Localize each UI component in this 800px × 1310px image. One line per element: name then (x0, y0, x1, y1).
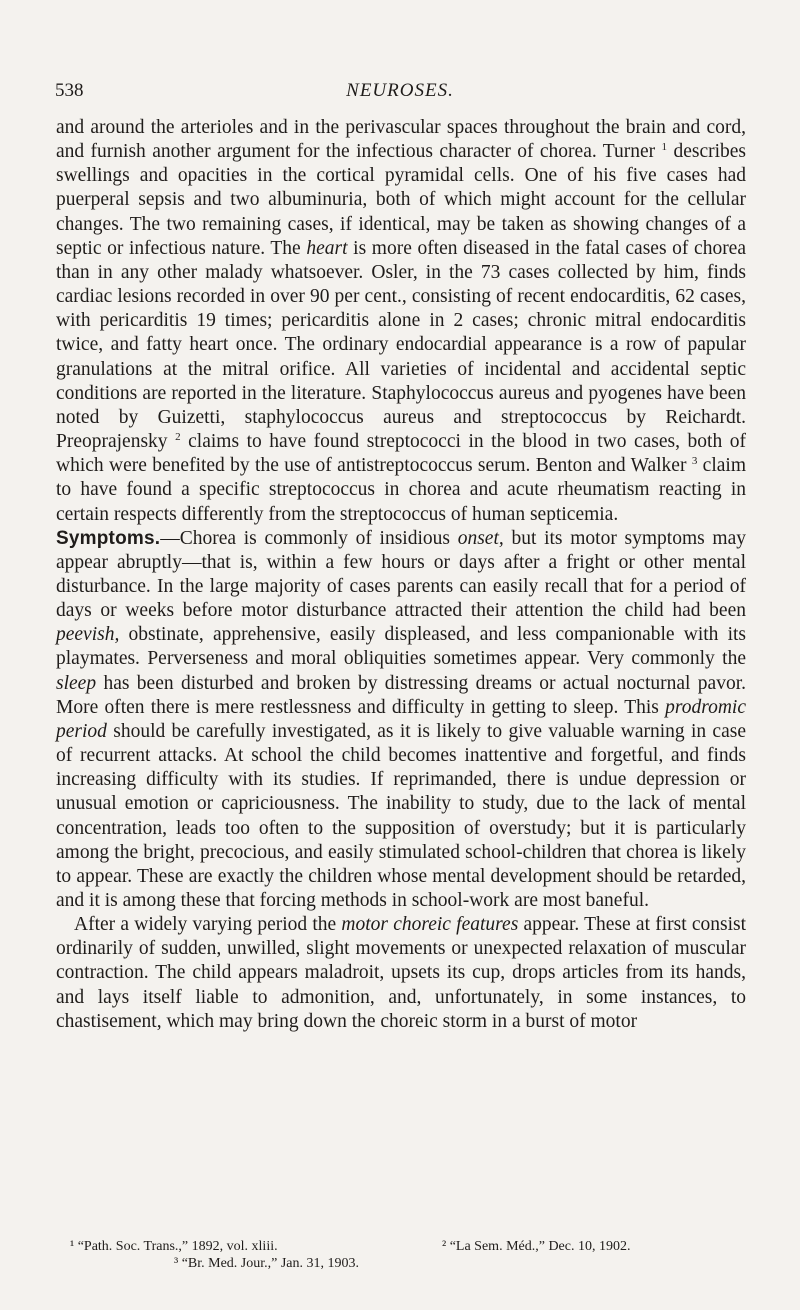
footnote-3: ³ “Br. Med. Jour.,” Jan. 31, 1903. (174, 1256, 360, 1271)
body-text (56, 116, 746, 1034)
emphasis-prodromic-period: prodromic period (56, 696, 746, 742)
emphasis-motor-choreic-features: motor choreic features (341, 914, 519, 936)
emphasis-heart: heart (306, 237, 348, 259)
footnote-ref-1: 1 (661, 141, 668, 154)
footnote-ref-2: 2 (175, 431, 181, 444)
footnote-2: ² “La Sem. Méd.,” Dec. 10, 1902. (442, 1239, 631, 1254)
paragraph-1: and around the arterioles and in the perivascular spaces throughout the brain and cord, and furnish another argument for the infectious character of chorea. Turner $^1$ describes swellings and opacities in the cortical pyramidal cells. One of his five cases had puerperal sepsis and two albuminuria, both of which might account for the cellular changes. The two remaining cases, if identical, may be taken as showing changes of a septic or infectious nature. The heart is more often diseased in the fatal cases of chorea than in any other malady whatsoever. Osler, in the 73 cases collected by him, finds cardiac lesions recorded in over 90 per cent., consisting of recent endocarditis, 62 cases, with pericarditis 19 times; pericarditis alone in 2 cases; chronic mitral endocarditis twice, and fatty heart once. The ordinary endocardial appearance is a row of papular granulations at the mitral orifice. All varieties of incidental and accidental septic conditions are reported in the literature. Staphylococcus aureus and pyogenes have been noted by Guizetti, staphylococcus aureus and streptococcus by Reichardt. Preoprajensky $^2$ claims to have found streptococci in the blood in two cases, both of which were benefited by the use of antistreptococcus serum. Benton and Walker $^3$ claim to have found a specific streptococcus in chorea and acute rheumatism reacting in certain respects differently from the streptococcus of human septicemia. (56, 117, 747, 525)
paragraph-2: Symptoms.—Chorea is commonly of insidious onset, but its motor symptoms may appear abruptly—that is, within a few hours or days after a fright or other mental disturbance. In the large majority of cases parents can easily recall that for a period of days or weeks before motor disturbance attracted their attention the child had been peevish, obstinate, apprehensive, easily displeased, and less companionable with its playmates. Perverseness and moral obliquities sometimes appear. Very commonly the sleep has been disturbed and broken by distressing dreams or actual nocturnal pavor. More often there is mere restlessness and difficulty in getting to sleep. This prodromic period should be carefully investigated, as it is likely to give valuable warning in case of recurrent attacks. At school the child becomes inattentive and forgetful, and finds increasing difficulty with its studies. If reprimanded, there is undue depression or unusual emotion or capriciousness. The inability to study, due to the lack of mental concentration, leads too often to the supposition of overstudy; but it is particularly among the bright, precocious, and easily stimulated school-children that chorea is likely to appear. These are exactly the children whose mental development should be retarded, and it is among these that forcing methods in school-work are most baneful. (56, 527, 746, 911)
paragraph-3: After a widely varying period the motor choreic features appear. These at first consist ordinarily of sudden, unwilled, slight movements or unexpected relaxation of muscular contraction. The child appears maladroit, upsets its cup, drops articles from its hands, and lays itself liable to admonition, and, unfortunately, in some instances, to chastisement, which may bring down the choreic storm in a burst of motor (56, 914, 747, 1032)
emphasis-onset: onset, (457, 527, 504, 549)
running-title: NEUROSES. (346, 80, 454, 101)
section-heading-symptoms: Symptoms. (56, 527, 161, 549)
emphasis-sleep: sleep (56, 672, 97, 694)
footnote-ref-3: 3 (691, 455, 698, 468)
emphasis-peevish: peevish, (56, 624, 120, 646)
footnote-1: ¹ “Path. Soc. Trans.,” 1892, vol. xliii. (70, 1239, 278, 1254)
page-number: 538 (55, 80, 84, 101)
footnotes (56, 1238, 746, 1272)
